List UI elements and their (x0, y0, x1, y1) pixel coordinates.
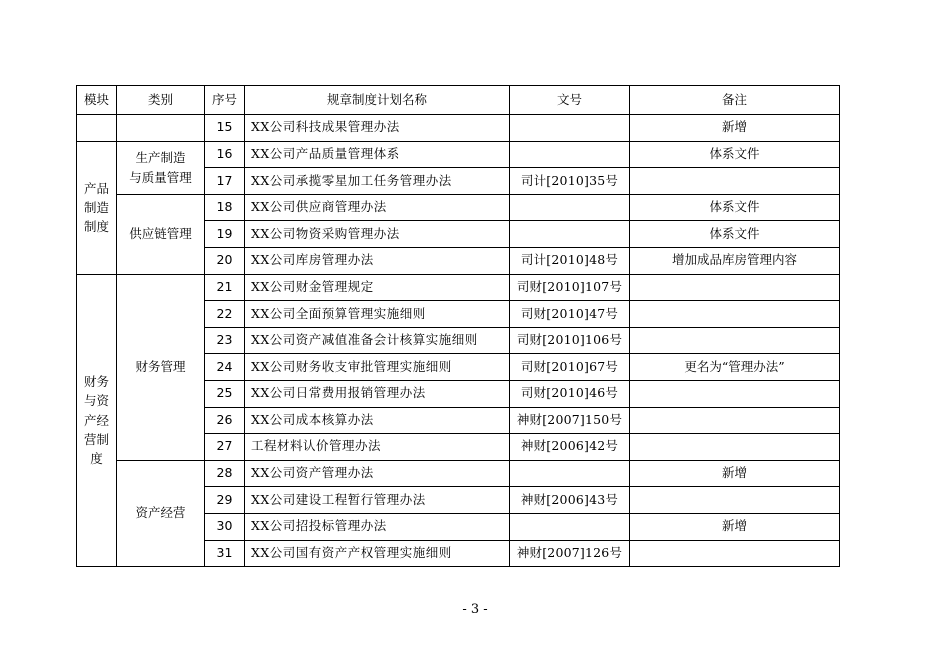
row-seq: 25 (205, 380, 245, 407)
row-remark (630, 487, 840, 514)
row-remark: 体系文件 (630, 141, 840, 168)
row-seq: 19 (205, 221, 245, 248)
row-seq: 22 (205, 301, 245, 328)
row-name: XX公司供应商管理办法 (245, 194, 510, 221)
table-row (77, 460, 840, 487)
module-cell-empty (77, 115, 117, 142)
row-remark (630, 168, 840, 195)
category-line: 生产制造 (135, 150, 186, 166)
row-doc-no: 司计[2010]48号 (510, 247, 630, 274)
module-line: 度 (90, 451, 103, 467)
row-name: XX公司全面预算管理实施细则 (245, 301, 510, 328)
row-name: XX公司财务收支审批管理实施细则 (245, 354, 510, 381)
module-finance (77, 274, 117, 567)
row-doc-no: 神财[2006]43号 (510, 487, 630, 514)
row-name: XX公司科技成果管理办法 (245, 115, 510, 142)
module-line: 产品 (83, 180, 109, 196)
row-name: XX公司国有资产产权管理实施细则 (245, 540, 510, 567)
row-remark: 体系文件 (630, 194, 840, 221)
row-doc-no (510, 194, 630, 221)
row-remark (630, 380, 840, 407)
row-name: XX公司资产管理办法 (245, 460, 510, 487)
row-doc-no: 司财[2010]107号 (510, 274, 630, 301)
row-seq: 18 (205, 194, 245, 221)
row-remark: 更名为“管理办法” (630, 354, 840, 381)
row-remark: 新增 (630, 460, 840, 487)
row-remark (630, 540, 840, 567)
module-line: 制度 (83, 219, 109, 235)
page-number: - 3 - (462, 602, 488, 617)
row-seq: 23 (205, 327, 245, 354)
header-doc-no: 文号 (510, 86, 630, 115)
category-cell-empty (117, 115, 205, 142)
row-name: XX公司日常费用报销管理办法 (245, 380, 510, 407)
header-name: 规章制度计划名称 (245, 86, 510, 115)
row-doc-no: 司计[2010]35号 (510, 168, 630, 195)
row-doc-no: 神财[2007]150号 (510, 407, 630, 434)
row-doc-no: 司财[2010]106号 (510, 327, 630, 354)
module-line: 与资 (83, 393, 109, 409)
row-doc-no: 神财[2006]42号 (510, 434, 630, 461)
header-module: 模块 (77, 86, 117, 115)
module-line: 制造 (83, 199, 109, 215)
module-line: 产经 (83, 412, 109, 428)
row-name: XX公司资产减值准备会计核算实施细则 (245, 327, 510, 354)
row-seq: 30 (205, 513, 245, 540)
row-remark: 增加成品库房管理内容 (630, 247, 840, 274)
row-doc-no: 神财[2007]126号 (510, 540, 630, 567)
header-category: 类别 (117, 86, 205, 115)
category-line: 与质量管理 (129, 169, 192, 185)
row-name: XX公司招投标管理办法 (245, 513, 510, 540)
row-doc-no (510, 141, 630, 168)
table-row (77, 141, 840, 168)
header-seq: 序号 (205, 86, 245, 115)
row-seq: 31 (205, 540, 245, 567)
row-remark (630, 434, 840, 461)
row-doc-no (510, 460, 630, 487)
row-remark (630, 301, 840, 328)
module-line: 财务 (83, 373, 109, 389)
row-name: XX公司产品质量管理体系 (245, 141, 510, 168)
row-name: 工程材料认价管理办法 (245, 434, 510, 461)
table-header-row (77, 86, 840, 115)
table-row (77, 274, 840, 301)
row-name: XX公司库房管理办法 (245, 247, 510, 274)
category-manufacturing (117, 141, 205, 194)
row-seq: 29 (205, 487, 245, 514)
regulation-plan-table (76, 85, 840, 567)
row-seq: 20 (205, 247, 245, 274)
row-seq: 28 (205, 460, 245, 487)
row-name: XX公司财金管理规定 (245, 274, 510, 301)
table-row (77, 194, 840, 221)
header-remark: 备注 (630, 86, 840, 115)
row-doc-no (510, 115, 630, 142)
row-name: XX公司成本核算办法 (245, 407, 510, 434)
row-doc-no (510, 221, 630, 248)
row-remark (630, 327, 840, 354)
row-remark: 体系文件 (630, 221, 840, 248)
row-seq: 17 (205, 168, 245, 195)
table-row (77, 115, 840, 142)
row-seq: 21 (205, 274, 245, 301)
row-doc-no: 司财[2010]47号 (510, 301, 630, 328)
row-remark (630, 407, 840, 434)
row-doc-no: 司财[2010]46号 (510, 380, 630, 407)
row-seq: 27 (205, 434, 245, 461)
category-supply-chain: 供应链管理 (117, 194, 205, 274)
category-asset-operations: 资产经营 (117, 460, 205, 566)
module-production (77, 141, 117, 274)
row-remark: 新增 (630, 513, 840, 540)
row-seq: 15 (205, 115, 245, 142)
row-seq: 26 (205, 407, 245, 434)
row-seq: 24 (205, 354, 245, 381)
row-name: XX公司物资采购管理办法 (245, 221, 510, 248)
row-remark: 新增 (630, 115, 840, 142)
row-remark (630, 274, 840, 301)
row-doc-no: 司财[2010]67号 (510, 354, 630, 381)
category-finance-management: 财务管理 (117, 274, 205, 460)
row-doc-no (510, 513, 630, 540)
row-name: XX公司建设工程暂行管理办法 (245, 487, 510, 514)
row-name: XX公司承揽零星加工任务管理办法 (245, 168, 510, 195)
module-line: 营制 (83, 432, 109, 448)
row-seq: 16 (205, 141, 245, 168)
